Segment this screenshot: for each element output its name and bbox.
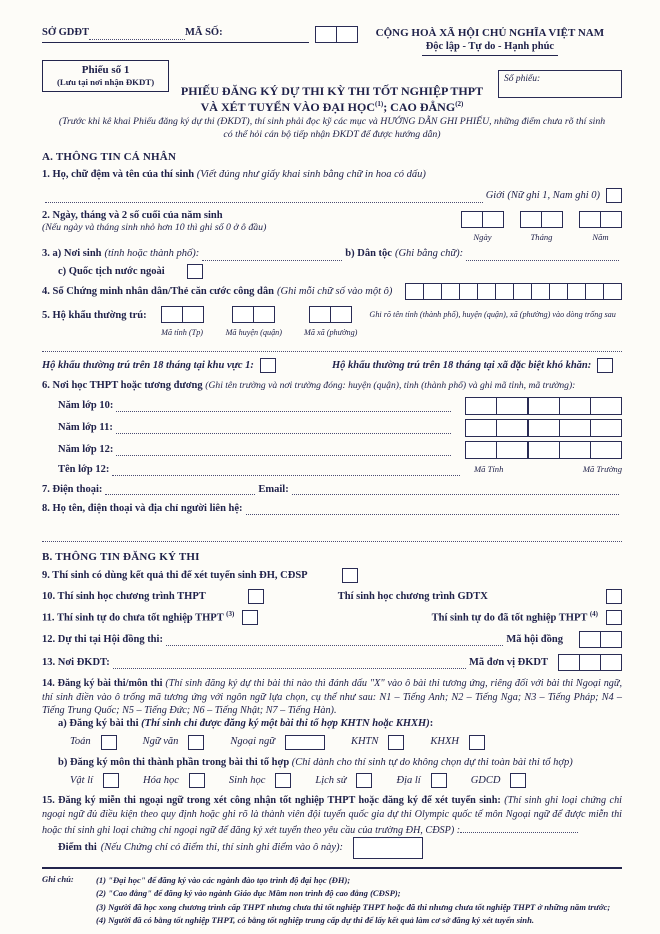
- item-2: [42, 209, 622, 244]
- thpt-program-checkbox[interactable]: [248, 589, 264, 604]
- grade12-label: Năm lớp 12:: [58, 444, 114, 456]
- g11-cell[interactable]: [496, 419, 528, 437]
- grade11-row: [42, 419, 622, 437]
- so-gddt-write-line[interactable]: [89, 28, 185, 40]
- g12-cell[interactable]: [527, 441, 560, 459]
- phieu-so-1-title: Phiếu số 1: [81, 63, 130, 76]
- dob-day-group: [461, 211, 504, 244]
- diem-thi-box[interactable]: [353, 837, 423, 859]
- grade10-label: Năm lớp 10:: [58, 400, 114, 412]
- item7-label: 7. Điện thoại:: [42, 483, 103, 495]
- so-gddt-label: SỞ GDĐT: [42, 27, 89, 38]
- exam-nguvan-label: Ngữ văn: [142, 736, 179, 748]
- ethnicity-write-line[interactable]: [466, 249, 619, 261]
- so-phieu-label: Số phiếu:: [504, 73, 541, 84]
- item8-label: 8. Họ tên, điện thoại và địa chỉ người liên hệ:: [42, 503, 243, 515]
- item1-label: 1. Họ, chữ đệm và tên của thí sinh: [42, 168, 195, 180]
- form-title-line2: VÀ XÉT TUYỂN VÀO ĐẠI HỌC$^{(1)}$; CAO ĐẲNG$^{(2)}$: [200, 99, 464, 114]
- item3b-label: b) Dân tộc: [345, 248, 392, 260]
- class12-label: Tên lớp 12:: [58, 463, 110, 475]
- item3c-label: c) Quốc tịch nước ngoài: [58, 265, 165, 277]
- item-13: [42, 654, 622, 671]
- phieu-so-1-box: [42, 60, 169, 92]
- item4-label: 4. Số Chứng minh nhân dân/Thẻ căn cước công dân: [42, 285, 274, 297]
- item14b-label: b) Đăng ký môn thi thành phần trong bài thi tổ hợp: [58, 756, 290, 768]
- item13-code-label: Mã đơn vị ĐKDT: [468, 656, 548, 668]
- dob-day-cells[interactable]: [461, 211, 504, 228]
- item5-label: 5. Hộ khẩu thường trú:: [42, 309, 147, 321]
- item2-note: (Nếu ngày và tháng sinh nhỏ hơn 10 thì ghi số 0 ở ô đầu): [42, 222, 267, 234]
- exam-toan-checkbox[interactable]: [101, 735, 117, 750]
- exam-ngoaingu-label: Ngoại ngữ: [230, 736, 275, 748]
- district-cell[interactable]: [253, 306, 275, 323]
- g10-cell[interactable]: [559, 397, 591, 415]
- exam-gdcd: [471, 773, 527, 788]
- g12-cell[interactable]: [590, 441, 622, 459]
- footnote-ref-3: (3): [226, 610, 235, 619]
- dob-year-label: Năm: [592, 232, 609, 243]
- email-write-line[interactable]: [292, 483, 619, 495]
- g11-cell[interactable]: [590, 419, 622, 437]
- item-14b: [42, 756, 622, 770]
- department-block: [42, 26, 309, 43]
- district-cell[interactable]: [232, 306, 254, 323]
- grade11-code-cells[interactable]: [465, 419, 622, 437]
- id-cell[interactable]: [405, 283, 424, 300]
- exam-nguvan: [143, 735, 205, 750]
- item-11: [42, 610, 622, 625]
- grade10-row: [42, 397, 622, 415]
- use-result-checkbox[interactable]: [342, 568, 358, 583]
- item1-note: (Viết đúng như giấy khai sinh bằng chữ in hoa có dấu): [196, 168, 426, 180]
- province-code-label: Mã tỉnh (Tp): [161, 327, 204, 337]
- id-cell[interactable]: [531, 283, 550, 300]
- exam-gdcd-checkbox[interactable]: [510, 773, 526, 788]
- item3a-label: 3. a) Nơi sinh: [42, 248, 102, 260]
- exam-diali: [396, 773, 446, 788]
- item-8: [42, 502, 622, 516]
- national-motto-block: [358, 26, 622, 56]
- g12-cell[interactable]: [465, 441, 497, 459]
- diem-thi-label: Điểm thi: [58, 842, 97, 854]
- grade10-write-line[interactable]: [116, 400, 451, 412]
- exemption-write-line[interactable]: [460, 821, 578, 833]
- residency-zone1-label: Hộ khẩu thường trú trên 18 tháng tại khu vực 1:: [42, 359, 254, 371]
- dob-year-cells[interactable]: [579, 211, 622, 228]
- so-phieu-box[interactable]: [498, 70, 622, 98]
- exam-hoahoc: [143, 773, 205, 788]
- footnote-2: (2) "Cao đẳng" để đăng ký vào ngành Giáo dục Mầm non trình độ cao đẳng (CĐSP);: [96, 888, 401, 899]
- exam-khxh-label: KHXH: [430, 736, 459, 748]
- grade12-row: [42, 441, 622, 459]
- exam-diali-checkbox[interactable]: [431, 773, 447, 788]
- exam-khtn-label: KHTN: [350, 736, 379, 748]
- item-9: [42, 568, 622, 583]
- dob-year-group: [579, 211, 622, 244]
- item-14a: [42, 717, 622, 731]
- exam-sinhhoc-checkbox[interactable]: [275, 773, 291, 788]
- exam-ngoaingu-code-box[interactable]: [285, 735, 325, 750]
- item14-label: 14. Đăng ký bài thi/môn thi: [42, 678, 163, 690]
- footnote-3: (3) Người đã học xong chương trình cấp THPT nhưng chưa thi tốt nghiệp THPT hoặc đã thi nhưng chưa tốt nghiệp THPT ở những năm trước;: [96, 901, 611, 912]
- item13-label: 13. Nơi ĐKDT:: [42, 656, 110, 668]
- exam-lichsu: [315, 773, 372, 788]
- item10-right-label: Thí sinh học chương trình GDTX: [337, 590, 488, 602]
- exam-sinhhoc-label: Sinh học: [228, 774, 266, 786]
- g10-cell[interactable]: [465, 397, 497, 415]
- g11-cell[interactable]: [527, 419, 560, 437]
- grade12-code-cells[interactable]: [465, 441, 622, 459]
- item4-note: (Ghi mỗi chữ số vào một ô): [276, 285, 393, 297]
- national-title: CỘNG HOÀ XÃ HỘI CHỦ NGHĨA VIỆT NAM: [375, 27, 605, 39]
- free-candidate-grad-checkbox[interactable]: [606, 610, 622, 625]
- commune-cell[interactable]: [309, 306, 331, 323]
- exam-sinhhoc: [229, 773, 291, 788]
- exam-toan-label: Toán: [70, 736, 91, 748]
- exam-ngoaingu: [230, 735, 325, 750]
- exam-khtn-checkbox[interactable]: [388, 735, 404, 750]
- item-5: [42, 306, 622, 338]
- footnotes-label: Ghi chú:: [42, 874, 74, 885]
- contact-write-line-2[interactable]: [42, 530, 622, 542]
- foreign-nationality-checkbox[interactable]: [187, 264, 203, 279]
- form-title-note: (Trước khi kê khai Phiếu đăng ký dự thi (ĐKDT), thí sinh phải đọc kỹ các mục và HƯỚNG DẪN GHI PHIẾU, những điểm chưa rõ thí sinh có thể hỏi cán bộ tiếp nhận ĐKDT để được hướng dẫn): [58, 116, 606, 140]
- g10-cell[interactable]: [496, 397, 528, 415]
- commune-code-group: [304, 306, 357, 338]
- exam-diali-label: Địa lí: [396, 774, 421, 786]
- province-code-cells[interactable]: [161, 306, 204, 323]
- residency-zone1-checkbox[interactable]: [260, 358, 276, 373]
- item14b-note: (Chỉ dành cho thí sinh tự do không chọn dự thi toàn bài thi tổ hợp): [291, 756, 573, 768]
- exam-nguvan-checkbox[interactable]: [188, 735, 204, 750]
- g10-cell[interactable]: [590, 397, 622, 415]
- phieu-so-1-sub: (Lưu tại nơi nhận ĐKDT): [57, 77, 155, 88]
- id-cell[interactable]: [495, 283, 514, 300]
- item12-code-label: Mã hội đồng: [506, 633, 563, 645]
- id-cell[interactable]: [585, 283, 604, 300]
- province-cell[interactable]: [182, 306, 204, 323]
- province-cell[interactable]: [161, 306, 183, 323]
- council-code-cells[interactable]: [579, 631, 622, 648]
- id-cell[interactable]: [459, 283, 478, 300]
- commune-code-label: Mã xã (phường): [304, 327, 358, 337]
- dob-month-cell[interactable]: [541, 211, 563, 228]
- exam-hoahoc-label: Hóa học: [143, 774, 179, 786]
- dob-day-label: Ngày: [473, 232, 492, 243]
- item5-note: Ghi rõ tên tỉnh (thành phố), huyện (quận), xã (phường) vào dòng trống sau: [369, 309, 616, 319]
- dob-year-cell[interactable]: [600, 211, 622, 228]
- item9-label: 9. Thí sinh có dùng kết quả thi để xét tuyển sinh ĐH, CĐSP: [42, 569, 308, 581]
- item11-right-label: Thí sinh tự do đã tốt nghiệp THPT $^{(4)}$: [431, 610, 598, 624]
- item-6: [42, 379, 622, 476]
- council-cell[interactable]: [600, 631, 622, 648]
- item15-label: 15. Đăng ký miễn thi ngoại ngữ trong xét công nhận tốt nghiệp THPT hoặc đăng ký để xét tuyển sinh:: [42, 795, 501, 807]
- email-label: Email:: [258, 483, 289, 495]
- g12-cell[interactable]: [496, 441, 528, 459]
- exam-lichsu-checkbox[interactable]: [356, 773, 372, 788]
- item-12: [42, 631, 622, 648]
- g11-cell[interactable]: [559, 419, 591, 437]
- footnote-4: (4) Người đã có bằng tốt nghiệp THPT, có bằng tốt nghiệp trung cấp dự thi để lấy kết quả làm cơ sở đăng ký xét tuyển sinh.: [96, 915, 535, 925]
- item3a-note: (tỉnh hoặc thành phố):: [104, 248, 200, 260]
- dkdt-cell[interactable]: [600, 654, 622, 671]
- birthplace-write-line[interactable]: [202, 249, 342, 261]
- form-title-line1: PHIẾU ĐĂNG KÝ DỰ THI KỲ THI TỐT NGHIỆP THPT: [180, 83, 484, 98]
- footnote-1: (1) "Đại học" để đăng ký vào các ngành đào tạo trình độ đại học (ĐH);: [96, 875, 351, 886]
- exam-vatli-label: Vật lí: [70, 774, 94, 786]
- item6-label: 6. Nơi học THPT hoặc tương đương: [42, 380, 203, 392]
- dob-month-group: [520, 211, 563, 244]
- grade11-write-line[interactable]: [116, 422, 451, 434]
- footer-divider: [42, 867, 622, 869]
- item-15: [42, 794, 622, 837]
- dkdt-place-write-line[interactable]: [113, 657, 466, 669]
- grade11-label: Năm lớp 11:: [58, 422, 113, 434]
- exam-hoahoc-checkbox[interactable]: [189, 773, 205, 788]
- exam-council-write-line[interactable]: [166, 634, 503, 646]
- district-code-cells[interactable]: [232, 306, 275, 323]
- exam-toan: [70, 735, 117, 750]
- item10-left-label: 10. Thí sinh học chương trình THPT: [42, 590, 206, 602]
- council-cell[interactable]: [579, 631, 601, 648]
- g10-cell[interactable]: [527, 397, 560, 415]
- exam-vatli-checkbox[interactable]: [103, 773, 119, 788]
- id-cell[interactable]: [549, 283, 568, 300]
- g11-cell[interactable]: [465, 419, 497, 437]
- dob-day-cell[interactable]: [482, 211, 504, 228]
- fullname-write-line[interactable]: [45, 191, 483, 203]
- dkdt-cell[interactable]: [558, 654, 580, 671]
- ma-truong-label: Mã Trường: [582, 464, 622, 475]
- item2-label: 2. Ngày, tháng và 2 số cuối của năm sinh: [42, 209, 223, 221]
- footnotes-block: [42, 874, 622, 927]
- item-3c: [42, 264, 622, 279]
- section-a-heading: A. THÔNG TIN CÁ NHÂN: [42, 150, 177, 163]
- dkdt-unit-code-cells[interactable]: [558, 654, 622, 671]
- dob-month-cell[interactable]: [520, 211, 542, 228]
- exam-khtn: [351, 735, 404, 750]
- item14-note: (Thí sinh đăng ký dự thi bài thi nào thì đánh dấu "X" vào ô bài thi tương ứng, riêng đối với bài thi Ngoại ngữ, thí sinh điền vào ô trống mã tương ứng với ngôn ngữ lựa chọn, cụ thể như sau: N1 – Tiếng Anh; N2 – Tiếng Nga; N3 – Tiếng Pháp; N4 – Tiếng Trung Quốc; N5 – Tiếng Đức; N6 – Tiếng Nhật; N7 – Tiếng Hàn).: [42, 678, 622, 716]
- commune-cell[interactable]: [330, 306, 352, 323]
- item-7: [42, 483, 622, 497]
- dob-year-cell[interactable]: [579, 211, 601, 228]
- exam-vatli: [70, 773, 119, 788]
- item14a-label: a) Đăng ký bài thi: [58, 718, 139, 730]
- item14a-note: (Thí sinh chỉ được đăng ký một bài thi tổ hợp KHTN hoặc KHXH): [141, 718, 430, 730]
- form-header: [42, 26, 622, 56]
- ma-so-cell[interactable]: [336, 26, 358, 43]
- gdtx-program-checkbox[interactable]: [606, 589, 622, 604]
- footnote-ref-1: (1): [375, 99, 384, 108]
- district-code-group: [226, 306, 282, 338]
- exam-selection-a: [42, 735, 622, 750]
- commune-code-cells[interactable]: [309, 306, 352, 323]
- grade12-write-line[interactable]: [116, 444, 451, 456]
- dkdt-cell[interactable]: [579, 654, 601, 671]
- district-code-label: Mã huyện (quận): [225, 327, 282, 337]
- item-4: [42, 283, 622, 300]
- dob-month-cells[interactable]: [520, 211, 563, 228]
- item12-label: 12. Dự thi tại Hội đồng thi:: [42, 633, 163, 645]
- ma-so-label: MÃ SỐ:: [184, 27, 223, 38]
- class12-row: [42, 463, 622, 477]
- id-cell[interactable]: [441, 283, 460, 300]
- exam-selection-b: [42, 773, 622, 788]
- ma-tinh-label: Mã Tỉnh: [474, 464, 504, 475]
- item6-note: (Ghi tên trường và nơi trường đóng: huyện (quận), tỉnh (thành phố) và ghi mã tỉnh, mã trường):: [205, 380, 576, 392]
- item14a-colon: :: [429, 718, 434, 730]
- id-cell[interactable]: [423, 283, 442, 300]
- phone-write-line[interactable]: [105, 483, 255, 495]
- item15-note: (Thí sinh ghi loại chứng chỉ ngoại ngữ đủ điều kiện theo quy định hoặc ghi rõ là thành viên đội tuyển quốc gia dự thi Olympic quốc tế môn Ngoại ngữ để được miễn thi hoặc thí sinh ghi loại chứng chỉ ngoại ngữ để đăng ký xét tuyển theo yêu cầu của trường ĐH, CĐSP) :: [42, 795, 622, 836]
- province-code-group: [161, 306, 204, 338]
- id-number-cells[interactable]: [405, 283, 622, 300]
- dob-day-cell[interactable]: [461, 211, 483, 228]
- diem-thi-row: [42, 837, 622, 859]
- footnote-ref-2: (2): [455, 99, 464, 108]
- dob-month-label: Tháng: [530, 232, 553, 243]
- footnote-ref-4: (4): [589, 610, 598, 619]
- national-motto: Độc lập - Tự do - Hạnh phúc: [422, 40, 558, 56]
- contact-write-line[interactable]: [246, 503, 619, 515]
- diem-thi-note: (Nếu Chứng chỉ có điểm thi, thí sinh ghi điểm vào ô này):: [100, 842, 344, 854]
- residency-row: [42, 358, 622, 373]
- ma-so-cells[interactable]: [315, 26, 358, 43]
- residency-difficult-label: Hộ khẩu thường trú trên 18 tháng tại xã đặc biệt khó khăn:: [331, 359, 592, 371]
- ma-so-cell[interactable]: [315, 26, 337, 43]
- item11-left-label: 11. Thí sinh tự do chưa tốt nghiệp THPT $^{(3)}$: [42, 610, 235, 624]
- id-cell[interactable]: [567, 283, 586, 300]
- item-14: [42, 677, 622, 717]
- id-cell[interactable]: [477, 283, 496, 300]
- residency-difficult-checkbox[interactable]: [597, 358, 613, 373]
- grade10-code-cells[interactable]: [465, 397, 622, 415]
- g12-cell[interactable]: [559, 441, 591, 459]
- address-write-line[interactable]: [42, 340, 622, 352]
- exam-lichsu-label: Lịch sử: [315, 774, 347, 786]
- item-3ab: [42, 247, 622, 261]
- id-cell[interactable]: [513, 283, 532, 300]
- exam-khxh-checkbox[interactable]: [469, 735, 485, 750]
- exam-khxh: [430, 735, 485, 750]
- exam-gdcd-label: GDCD: [470, 774, 501, 786]
- free-candidate-not-grad-checkbox[interactable]: [242, 610, 258, 625]
- gender-checkbox[interactable]: [606, 188, 622, 203]
- item-10: [42, 589, 622, 604]
- item-1: [42, 168, 622, 203]
- id-cell[interactable]: [603, 283, 622, 300]
- gender-label: Giới (Nữ ghi 1, Nam ghi 0): [485, 189, 600, 201]
- item3b-note: (Ghi bằng chữ):: [394, 248, 464, 260]
- class12-write-line[interactable]: [112, 464, 460, 476]
- section-b-heading: B. THÔNG TIN ĐĂNG KÝ THI: [42, 550, 200, 563]
